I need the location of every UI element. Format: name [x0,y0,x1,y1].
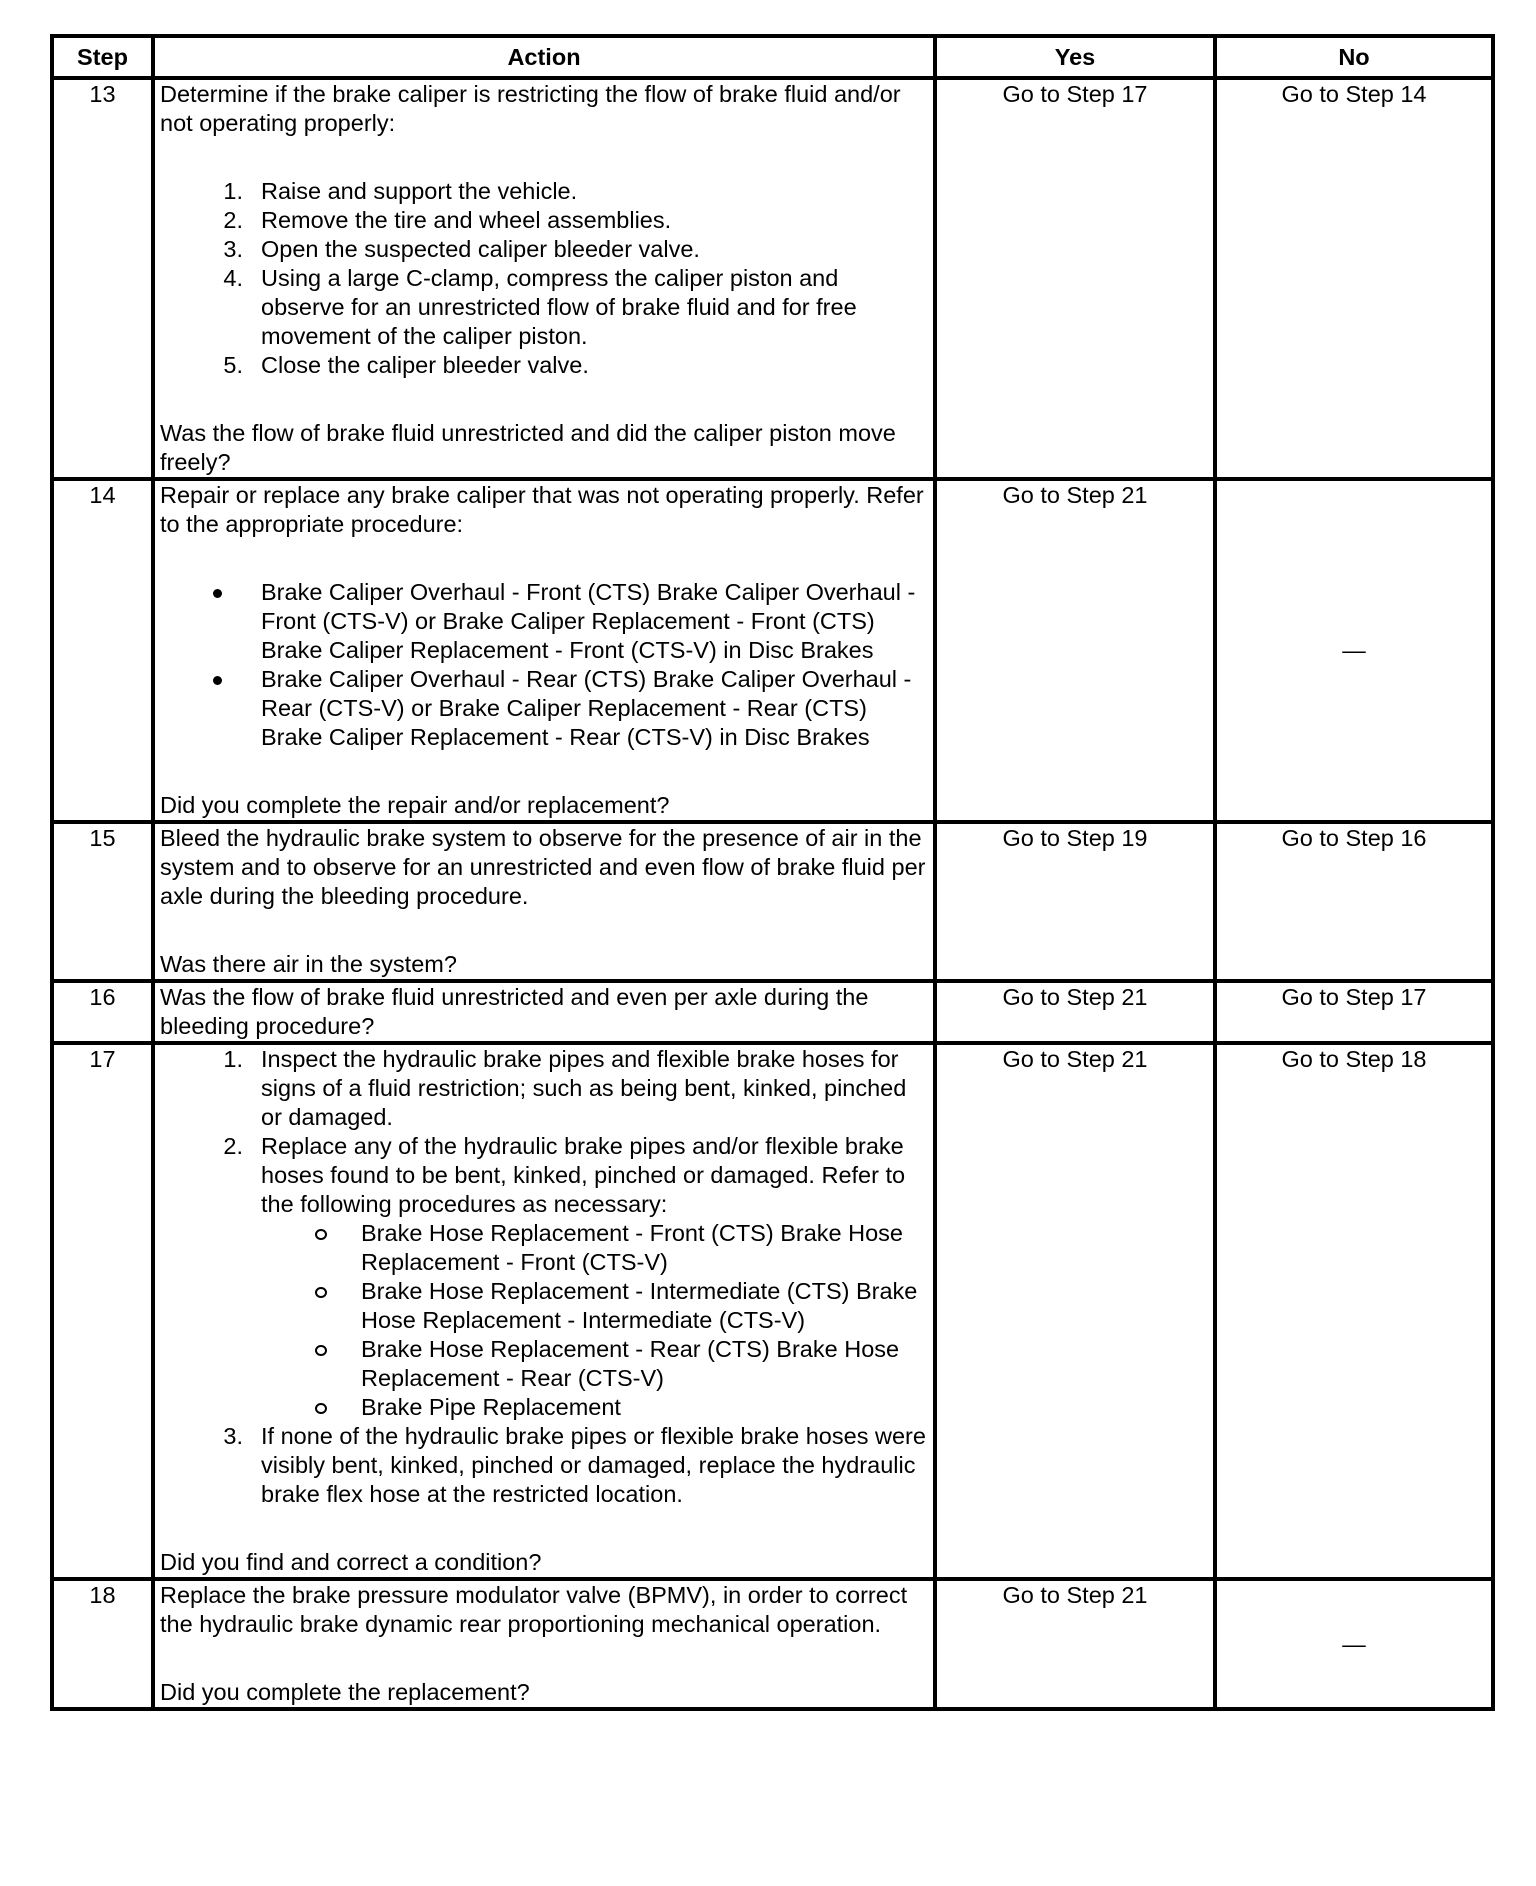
header-yes: Yes [935,36,1215,78]
step-number: 15 [52,822,153,981]
circle-bullet-icon [315,1403,327,1414]
no-result: — [1215,1579,1493,1709]
yes-result: Go to Step 21 [935,981,1215,1043]
circle-bullet-icon [315,1287,327,1298]
yes-result: Go to Step 19 [935,822,1215,981]
table-row [52,1043,1493,1579]
action-intro: Repair or replace any brake caliper that was not operating properly. Refer to the appropriate procedure: [160,482,924,537]
no-result: Go to Step 18 [1215,1043,1493,1579]
list-item: 1. Inspect the hydraulic brake pipes and flexible brake hoses for signs of a fluid restriction; such as being bent, kinked, pinched or damaged. [223,1046,907,1130]
list-item: 2. Replace any of the hydraulic brake pipes and/or flexible brake hoses found to be bent, kinked, pinched or damaged. Refer to the following procedures as necessary: [223,1133,906,1217]
step-number: 16 [52,981,153,1043]
header-row [52,36,1493,78]
action-cell [153,822,935,981]
step-number: 13 [52,78,153,479]
step-number: 17 [52,1043,153,1579]
list-item: 1. Raise and support the vehicle. [223,178,578,204]
step-number: 18 [52,1579,153,1709]
list-item: Brake Caliper Overhaul - Rear (CTS) Brake Caliper Overhaul - Rear (CTS-V) or Brake Caliper Replacement - Rear (CTS) Brake Caliper Replacement - Rear (CTS-V) in Disc Brakes [160,665,928,752]
action-question: Was the flow of brake fluid unrestricted and did the caliper piston move freely? [160,420,896,475]
numbered-list [160,177,928,380]
list-item: Brake Hose Replacement - Rear (CTS) Brake Hose Replacement - Rear (CTS-V) [160,1335,928,1393]
yes-result: Go to Step 17 [935,78,1215,479]
header-no: No [1215,36,1493,78]
action-cell [153,1043,935,1579]
action-cell [153,479,935,822]
action-cell [153,981,935,1043]
list-item: Brake Hose Replacement - Intermediate (CTS) Brake Hose Replacement - Intermediate (CTS-V) [160,1277,928,1335]
circle-bullet-icon [315,1345,327,1356]
sub-list [160,1219,928,1422]
action-cell [153,78,935,479]
diagnostic-table [50,34,1495,1711]
header-action: Action [153,36,935,78]
list-item: 3. Open the suspected caliper bleeder valve. [223,236,700,262]
list-item: 5. Close the caliper bleeder valve. [223,352,589,378]
list-item: Brake Caliper Overhaul - Front (CTS) Brake Caliper Overhaul - Front (CTS-V) or Brake Caliper Replacement - Front (CTS) Brake Caliper Replacement - Front (CTS-V) in Disc Brakes [160,578,928,665]
table-row [52,1579,1493,1709]
yes-result: Go to Step 21 [935,479,1215,822]
action-intro: Replace the brake pressure modulator valve (BPMV), in order to correct the hydraulic brake dynamic rear proportioning mechanical operation. [160,1582,908,1637]
action-cell [153,1579,935,1709]
list-item: Brake Hose Replacement - Front (CTS) Brake Hose Replacement - Front (CTS-V) [160,1219,928,1277]
no-result: Go to Step 16 [1215,822,1493,981]
table-row [52,822,1493,981]
header-step: Step [52,36,153,78]
list-item: Brake Pipe Replacement [160,1393,928,1422]
bullet-icon [213,589,222,598]
action-intro: Bleed the hydraulic brake system to observe for the presence of air in the system and to observe for an unrestricted and even flow of brake fluid per axle during the bleeding procedure. [160,825,926,909]
numbered-list [160,1422,928,1509]
action-intro: Determine if the brake caliper is restricting the flow of brake fluid and/or not operating properly: [160,81,901,136]
no-result: — [1215,479,1493,822]
action-question: Was there air in the system? [160,951,457,977]
action-question: Was the flow of brake fluid unrestricted and even per axle during the bleeding procedure? [160,984,869,1039]
no-result: Go to Step 17 [1215,981,1493,1043]
list-item: 3. If none of the hydraulic brake pipes or flexible brake hoses were visibly bent, kinked, pinched or damaged, replace the hydraulic brake flex hose at the restricted location. [223,1423,926,1507]
table-row [52,78,1493,479]
list-item: 4. Using a large C-clamp, compress the caliper piston and observe for an unrestricted flow of brake fluid and for free movement of the caliper piston. [223,265,857,349]
table-row [52,981,1493,1043]
yes-result: Go to Step 21 [935,1579,1215,1709]
bullet-list [160,578,928,752]
table-row [52,479,1493,822]
list-item: 2. Remove the tire and wheel assemblies. [223,207,672,233]
step-number: 14 [52,479,153,822]
action-question: Did you find and correct a condition? [160,1549,542,1575]
yes-result: Go to Step 21 [935,1043,1215,1579]
numbered-list [160,1045,928,1219]
action-question: Did you complete the repair and/or replacement? [160,792,670,818]
action-question: Did you complete the replacement? [160,1679,530,1705]
circle-bullet-icon [315,1229,327,1240]
bullet-icon [213,676,222,685]
no-result: Go to Step 14 [1215,78,1493,479]
